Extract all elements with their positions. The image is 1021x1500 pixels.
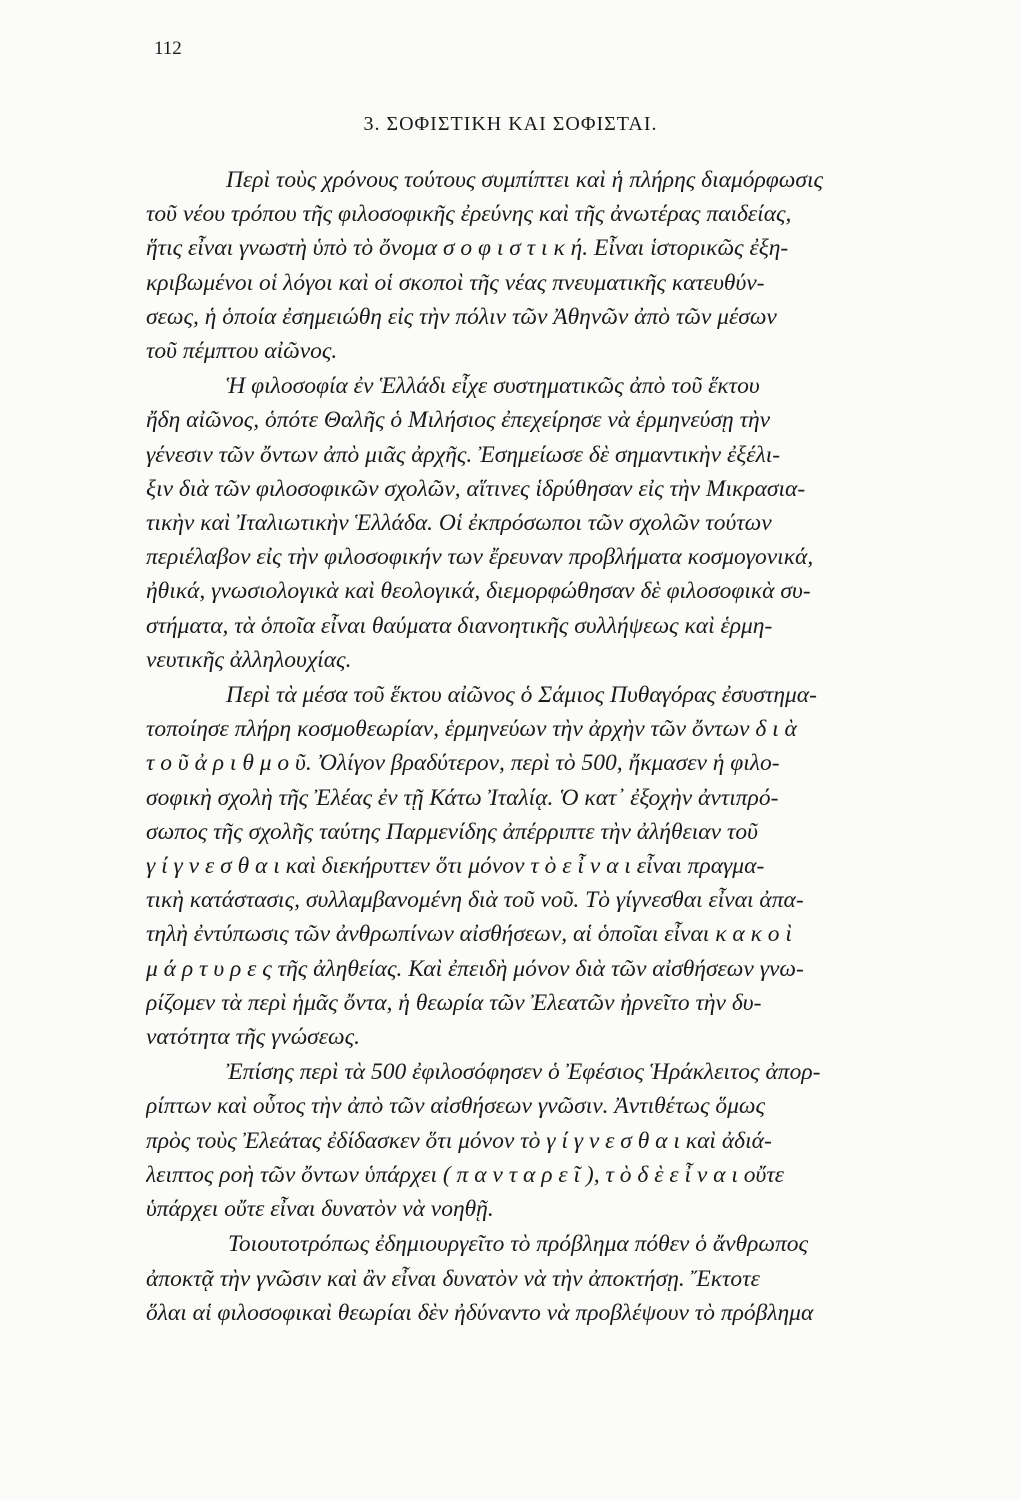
text-line: Τοιουτοτρόπως ἐδημιουργεῖτο τὸ πρόβλημα πόθεν ὁ ἄνθρωπος	[228, 1231, 809, 1258]
text-line: τ ο ῦ ἀ ρ ι θ μ ο ῦ. Ὀλίγον βραδύτερον, περὶ τὸ 500, ἤκμασεν ἡ φιλο-	[146, 750, 780, 777]
text-line: ἀποκτᾷ τὴν γνῶσιν καὶ ἂν εἶναι δυνατὸν νὰ τὴν ἀποκτήσῃ. Ἔκτοτε	[146, 1265, 760, 1292]
text-line: λειπτος ροὴ τῶν ὄντων ὑπάρχει ( π α ν τ α ρ ε ῖ ), τ ὸ δ ὲ ε ἶ ν α ι οὔτε	[146, 1161, 784, 1188]
paragraph	[146, 1227, 1014, 1330]
text-line: ρίπτων καὶ οὗτος τὴν ἀπὸ τῶν αἰσθήσεων γνῶσιν. Ἀντιθέτως ὅμως	[146, 1093, 766, 1120]
text-line: γ ί γ ν ε σ θ α ι καὶ διεκήρυττεν ὅτι μόνον τ ὸ ε ἶ ν α ι εἶναι πραγμα-	[146, 853, 765, 880]
text-line: ξιν διὰ τῶν φιλοσοφικῶν σχολῶν, αἵτινες ἱδρύθησαν εἰς τὴν Μικρασια-	[146, 475, 806, 502]
text-line: γένεσιν τῶν ὄντων ἀπὸ μιᾶς ἀρχῆς. Ἐσημείωσε δὲ σημαντικὴν ἐξέλι-	[146, 441, 781, 468]
text-line: στήματα, τὰ ὁποῖα εἶναι θαύματα διανοητικῆς συλλήψεως καὶ ἑρμη-	[146, 612, 773, 639]
text-line: Περὶ τὰ μέσα τοῦ ἕκτου αἰῶνος ὁ Σάμιος Πυθαγόρας ἐσυστημα-	[226, 682, 817, 709]
text-line: ὑπάρχει οὔτε εἶναι δυνατὸν νὰ νοηθῇ.	[146, 1196, 494, 1223]
section-heading: 3. ΣΟΦΙΣΤΙΚΗ ΚΑΙ ΣΟΦΙΣΤΑΙ.	[363, 113, 658, 135]
text-line: ρίζομεν τὰ περὶ ἡμᾶς ὄντα, ἡ θεωρία τῶν Ἐλεατῶν ἠρνεῖτο τὴν δυ-	[146, 989, 762, 1016]
text-line: ἠθικά, γνωσιολογικὰ καὶ θεολογικά, διεμορφώθησαν δὲ φιλοσοφικὰ συ-	[146, 578, 811, 605]
text-line: τικὴν καὶ Ἰταλιωτικὴν Ἑλλάδα. Οἱ ἐκπρόσωποι τῶν σχολῶν τούτων	[146, 510, 772, 537]
text-line: σοφικὴ σχολὴ τῆς Ἐλέας ἐν τῇ Κάτω Ἰταλίᾳ. Ὁ κατ᾽ ἐξοχὴν ἀντιπρό-	[146, 784, 779, 811]
text-line: Περὶ τοὺς χρόνους τούτους συμπίπτει καὶ ἡ πλήρης διαμόρφωσις	[226, 167, 824, 193]
paragraph	[146, 369, 1014, 677]
text-line: τοποίησε πλήρη κοσμοθεωρίαν, ἑρμηνεύων τὴν ἀρχὴν τῶν ὄντων δ ι ὰ	[146, 716, 797, 743]
body-text	[146, 163, 1014, 1330]
text-line: Ἡ φιλοσοφία ἐν Ἑλλάδι εἶχε συστηματικῶς ἀπὸ τοῦ ἕκτου	[226, 373, 760, 400]
text-line: κριβωμένοι οἱ λόγοι καὶ οἱ σκοποὶ τῆς νέας πνευματικῆς κατευθύν-	[146, 269, 765, 296]
text-line: νατότητα τῆς γνώσεως.	[146, 1024, 361, 1051]
text-line: ἥτις εἶναι γνωστὴ ὑπὸ τὸ ὄνομα σ ο φ ι σ τ ι κ ή. Εἶναι ἱστορικῶς ἐξη-	[146, 235, 789, 262]
text-line: τικὴ κατάστασις, συλλαμβανομένη διὰ τοῦ νοῦ. Τὸ γίγνεσθαι εἶναι ἀπα-	[146, 887, 804, 914]
paragraph	[146, 163, 1014, 368]
text-line: τοῦ πέμπτου αἰῶνος.	[146, 338, 338, 365]
text-line: τοῦ νέου τρόπου τῆς φιλοσοφικῆς ἐρεύνης καὶ τῆς ἀνωτέρας παιδείας,	[146, 201, 792, 228]
text-line: νευτικῆς ἀλληλουχίας.	[146, 646, 352, 673]
paragraph	[146, 678, 1014, 1054]
paragraph	[146, 1055, 1014, 1226]
text-line: μ ά ρ τ υ ρ ε ς τῆς ἀληθείας. Καὶ ἐπειδὴ μόνον διὰ τῶν αἰσθήσεων γνω-	[146, 955, 804, 982]
text-line: πρὸς τοὺς Ἐλεάτας ἐδίδασκεν ὅτι μόνον τὸ γ ί γ ν ε σ θ α ι καὶ ἀδιά-	[146, 1127, 772, 1154]
text-line: Ἐπίσης περὶ τὰ 500 ἐφιλοσόφησεν ὁ Ἐφέσιος Ἡράκλειτος ἀπορ-	[226, 1059, 821, 1086]
text-line: περιέλαβον εἰς τὴν φιλοσοφικήν των ἔρευναν προβλήματα κοσμογονικά,	[146, 544, 814, 571]
text-line: ἤδη αἰῶνος, ὁπότε Θαλῆς ὁ Μιλήσιος ἐπεχείρησε νὰ ἑρμηνεύσῃ τὴν	[146, 407, 771, 434]
text-line: τηλὴ ἐντύπωσις τῶν ἀνθρωπίνων αἰσθήσεων, αἱ ὁποῖαι εἶναι κ α κ ο ὶ	[146, 921, 792, 948]
text-line: σωπος τῆς σχολῆς ταύτης Παρμενίδης ἀπέρριπτε τὴν ἀλήθειαν τοῦ	[146, 818, 758, 845]
page-number: 112	[154, 38, 182, 59]
text-line: σεως, ἡ ὁποία ἐσημειώθη εἰς τὴν πόλιν τῶν Ἀθηνῶν ἀπὸ τῶν μέσων	[146, 303, 777, 330]
text-line: ὅλαι αἱ φιλοσοφικαὶ θεωρίαι δὲν ἠδύναντο νὰ προβλέψουν τὸ πρόβλημα	[146, 1299, 814, 1326]
